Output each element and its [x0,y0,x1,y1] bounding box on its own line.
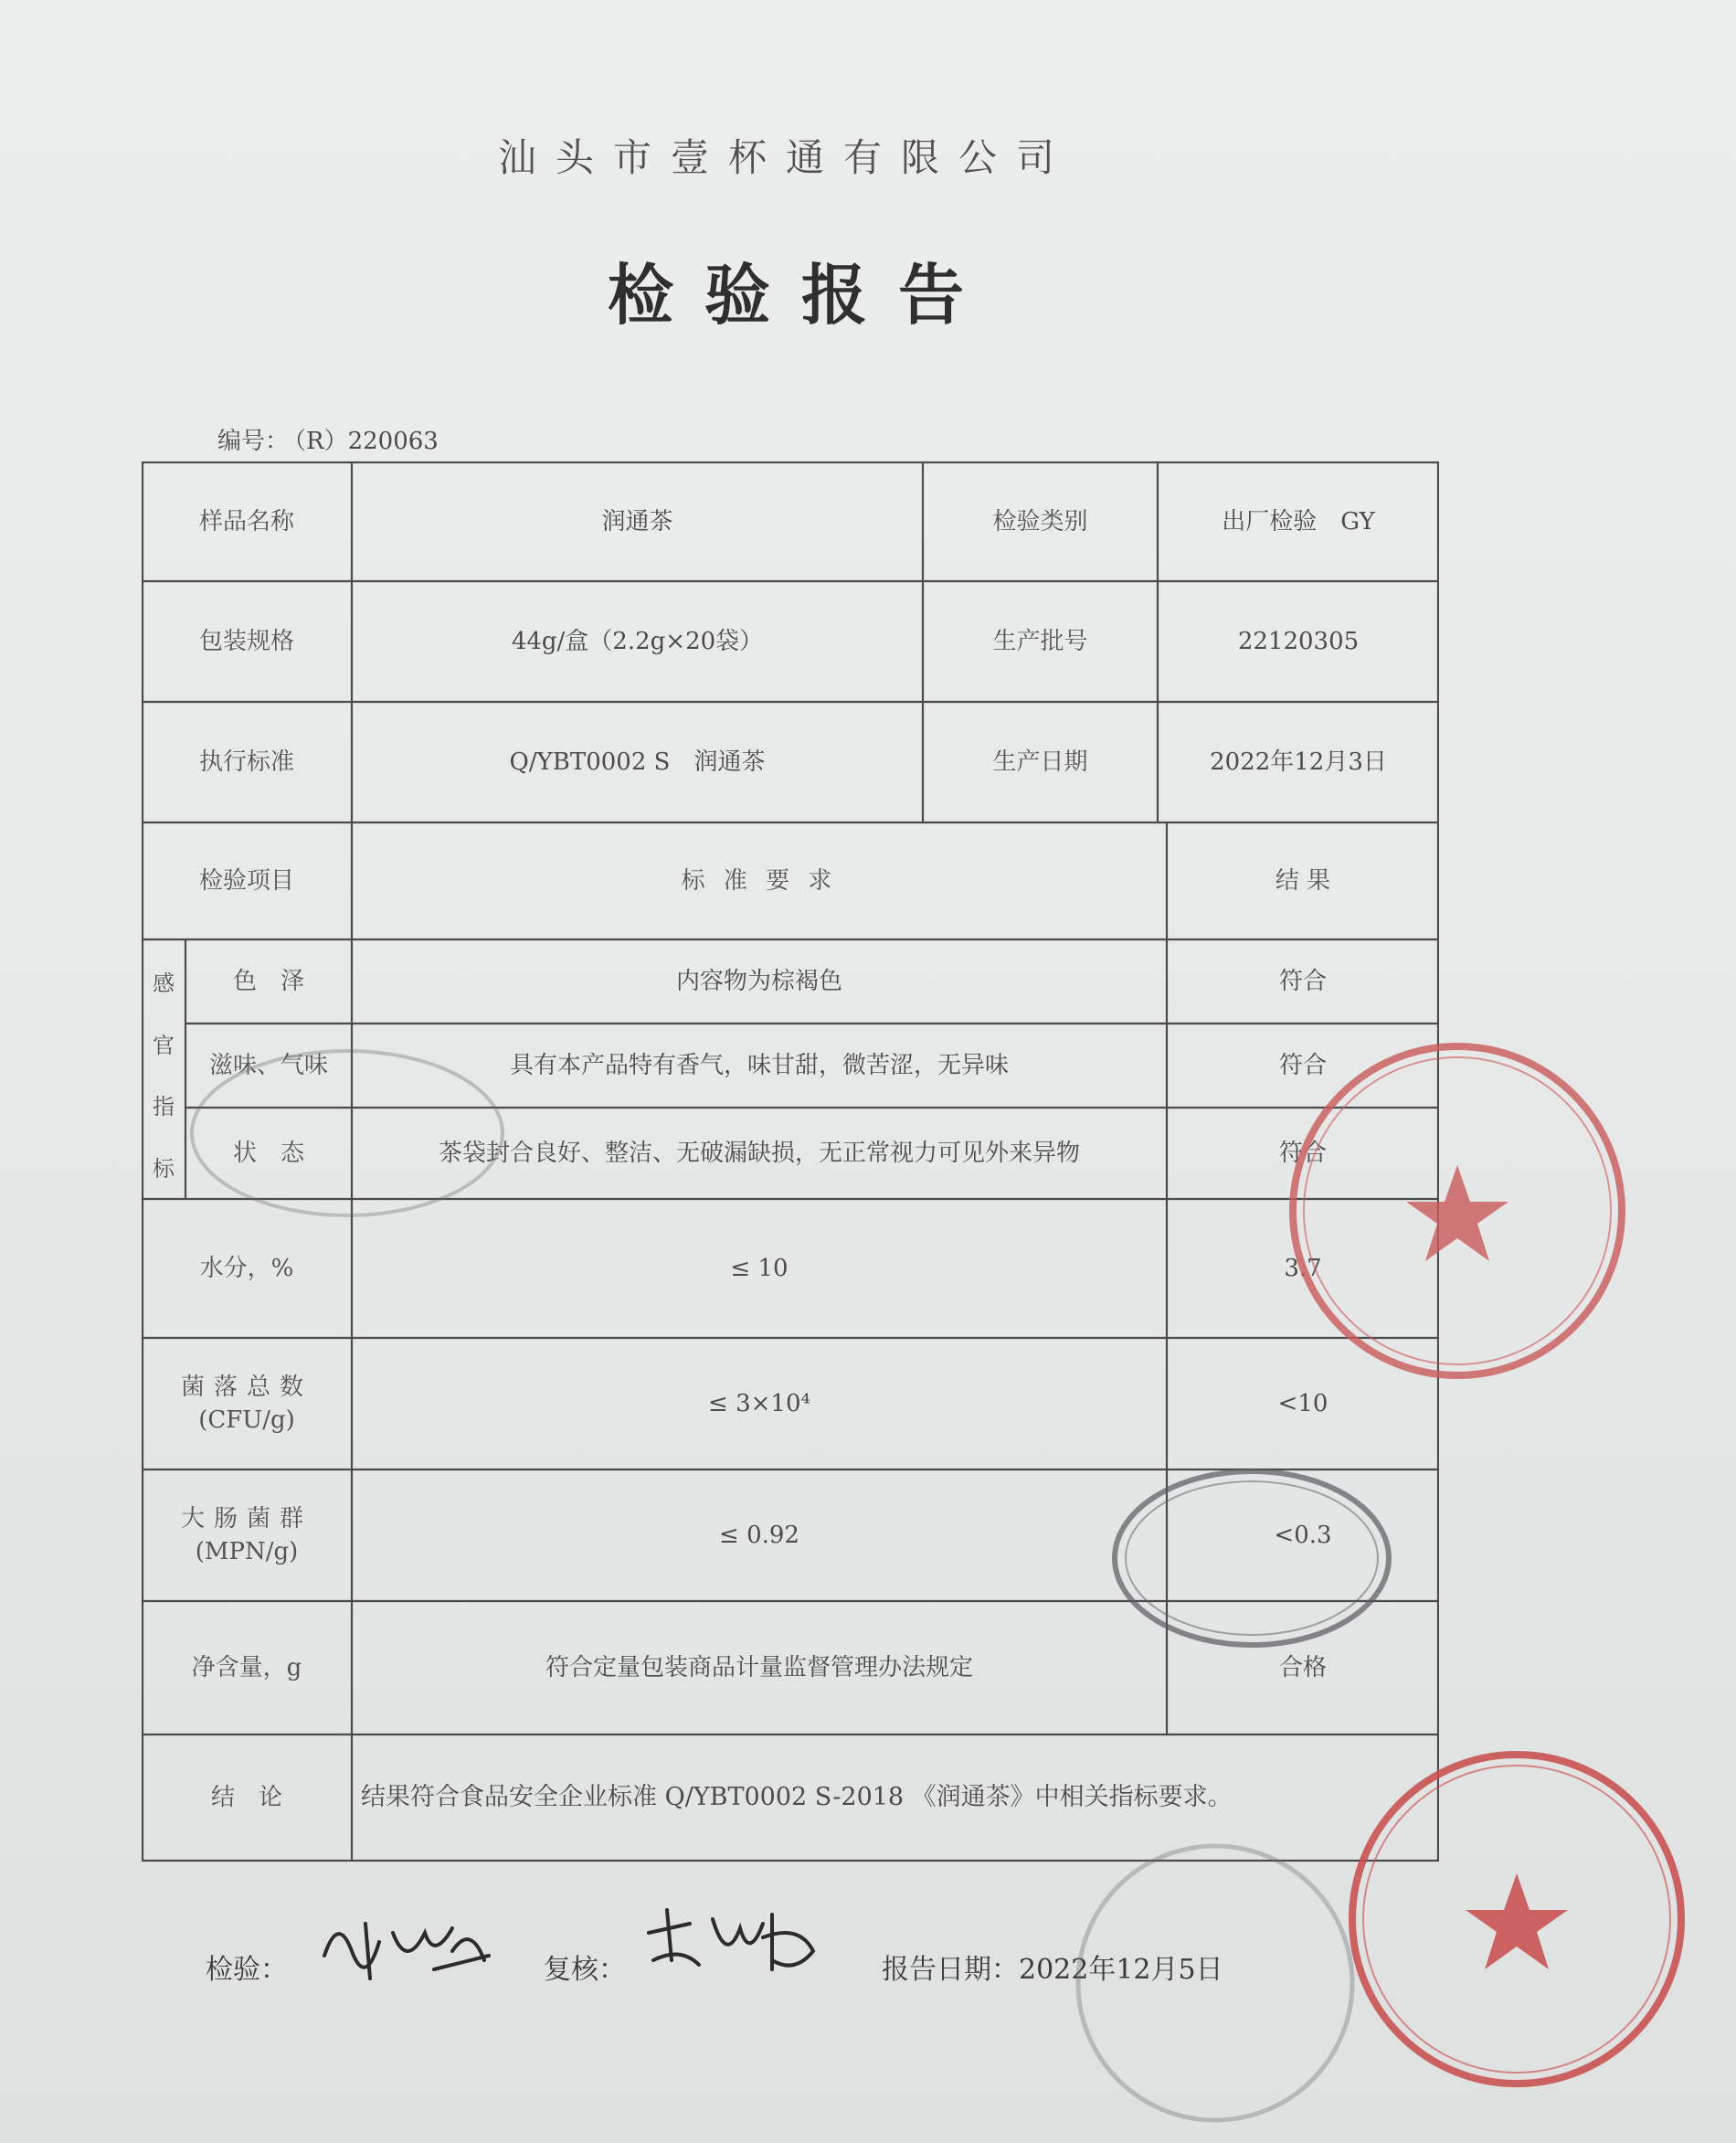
sample-name-label: 样品名称 [198,507,294,536]
row-taste-requirement: 具有本产品特有香气，味甘甜，微苦涩，无异味 [509,1051,1009,1079]
standard-label: 执行标准 [198,748,294,776]
row-color-item: 色 泽 [232,967,304,995]
row-colony-item [142,1338,352,1469]
stamp-guangzhou [1106,1462,1398,1658]
row-taste-result: 符合 [1278,1051,1327,1079]
sensory-char: 标 [153,1155,175,1182]
company-name: 汕头市壹杯通有限公司 [498,135,1074,180]
report-number-value: （R）220063 [294,428,439,455]
reviewer-signature [635,1896,836,1991]
row-moisture-requirement: ≤ 10 [730,1254,789,1282]
report-date-value: 2022年12月5日 [1019,1954,1223,1986]
prod-date-label: 生产日期 [992,748,1088,776]
row-state-item: 状 态 [232,1139,304,1167]
standard-value: Q/YBT0002 S 润通茶 [509,748,766,776]
col-result-header: 结 果 [1275,866,1331,895]
stamp-guizhou [1275,1028,1640,1397]
row-net-content-result: 合格 [1278,1653,1327,1682]
inspector-label: 检验： [206,1954,288,1986]
row-state-requirement: 茶袋封合良好、整洁、无破漏缺损，无正常视力可见外来异物 [438,1139,1080,1167]
row-moisture-item: 水分，% [199,1254,294,1282]
row-coliform-requirement: ≤ 0.92 [719,1521,799,1549]
sensory-char: 指 [153,1094,175,1120]
row-coliform-item [142,1469,352,1601]
sensory-char: 感 [153,971,175,997]
col-requirement-header: 标 准 要 求 [681,866,838,895]
report-number-label: 编号： [217,428,290,455]
row-net-content-requirement: 符合定量包装商品计量监督管理办法规定 [545,1653,973,1682]
row-state-result: 符合 [1278,1139,1327,1167]
row-moisture-result: 3.7 [1284,1254,1322,1282]
signature-scribble [635,1896,836,1988]
stamp-faint-bottom [1069,1837,1361,2133]
inspector-signature [315,1905,507,1991]
package-label: 包装规格 [198,627,294,655]
row-color-result: 符合 [1278,967,1327,995]
row-net-content-item: 净含量，g [191,1653,302,1682]
report-date-label: 报告日期： [882,1954,1019,1986]
inspect-type-value: 出厂检验 GY [1222,507,1375,536]
col-item-header: 检验项目 [198,866,294,895]
conclusion-text: 结果符合食品安全企业标准 Q/YBT0002 S-2018 《润通茶》中相关指标要求。 [361,1783,1233,1812]
seal-red-round [1334,1736,1699,2102]
inspect-type-label: 检验类别 [992,507,1088,536]
package-value: 44g/盒（2.2g×20袋） [511,627,764,655]
row-colony-result: <10 [1277,1389,1328,1417]
prod-date-value: 2022年12月3日 [1210,748,1387,776]
row-colony-item-name: 菌落总数 [180,1373,312,1401]
report-title: 检验报告 [608,256,996,334]
row-coliform-item-unit: (MPN/g) [195,1538,299,1565]
sensory-char: 官 [153,1032,175,1058]
signature-scribble [315,1905,507,1988]
reviewer-label: 复核： [544,1954,626,1986]
seal-faint-oval [183,1042,512,1225]
report-number [212,422,439,456]
row-colony-item-unit: (CFU/g) [198,1406,295,1434]
stamp-faint-left [183,1042,512,1228]
stamp-liuzhou [1334,1736,1699,2106]
row-colony-requirement: ≤ 3×10⁴ [708,1389,810,1417]
row-coliform-result: <0.3 [1274,1521,1332,1549]
seal-grey-oval [1106,1462,1398,1654]
row-taste-item: 滋味、气味 [208,1051,328,1079]
batch-label: 生产批号 [992,627,1088,655]
row-color-requirement: 内容物为棕褐色 [675,967,842,995]
conclusion-label: 结 论 [210,1783,282,1811]
seal-red-round [1275,1028,1640,1394]
row-coliform-item-name: 大肠菌群 [180,1504,312,1533]
sensory-group-label [142,950,185,1197]
sample-name-value: 润通茶 [601,507,673,536]
batch-value: 22120305 [1237,627,1360,655]
seal-faint-round [1069,1837,1361,2129]
